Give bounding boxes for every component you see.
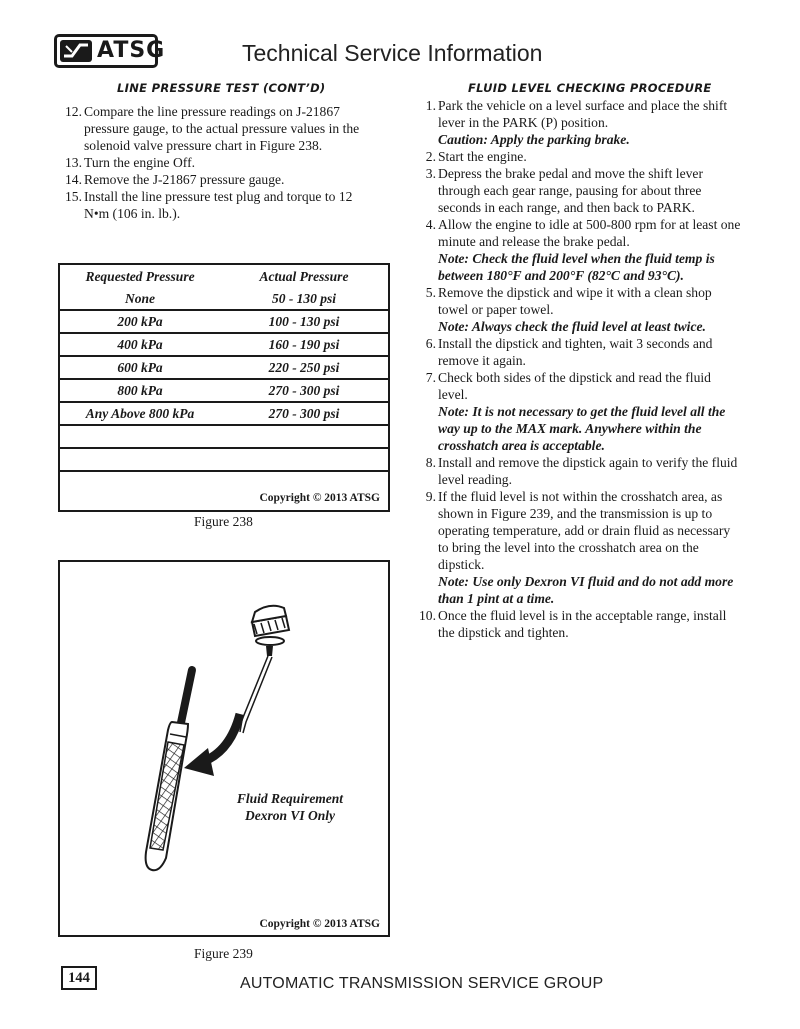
figure-caption: Figure 239 [194, 946, 253, 961]
table-row: None 50 - 130 psi [60, 288, 388, 311]
list-item: 2. Start the engine. [425, 149, 527, 164]
page-title: Technical Service Information [242, 40, 543, 66]
table-row [60, 426, 388, 449]
list-item: 10. Once the fluid level is in the acceptable range, install the dipstick and tighten. [419, 608, 727, 640]
figure-caption: Figure 238 [194, 514, 253, 529]
table-header [60, 265, 388, 288]
table-row: 800 kPa 270 - 300 psi [60, 380, 388, 403]
list-item: 9. If the fluid level is not within the crosshatch area, as shown in Figure 239, and the transmission is up to operating temperature, add or drain fluid as necessary to bring the level into the crosshatch area on the dipstick. Note: Use only Dexron VI fluid and do not add more than 1 pint at a time. [425, 489, 734, 606]
page-number: 144 [61, 966, 97, 990]
atsg-logo [54, 34, 166, 68]
list-item: 13. Turn the engine Off. [65, 155, 196, 170]
table-row [60, 449, 388, 472]
footer-text: AUTOMATIC TRANSMISSION SERVICE GROUP [240, 975, 604, 992]
list-item: 7. Check both sides of the dipstick and read the fluid level. Note: It is not necessary to get the fluid level all the way up to the MAX mark. Anywhere within the crosshatch area is acceptable. [425, 370, 726, 453]
table-row: Any Above 800 kPa 270 - 300 psi [60, 403, 388, 426]
line-pressure-heading: LINE PRESSURE TEST (CONT’D) [117, 81, 326, 95]
list-item: 4. Allow the engine to idle at 500-800 rpm for at least one minute and release the brake pedal. Note: Check the fluid level when the fluid temp is between 180°F and 200°F (82°C and 93°C). [425, 217, 741, 283]
list-item: 5. Remove the dipstick and wipe it with a clean shop towel or paper towel. Note: Always check the fluid level at least twice. [425, 285, 712, 334]
table-row: 200 kPa 100 - 130 psi [60, 311, 388, 334]
list-item: 12. Compare the line pressure readings on J-21867 pressure gauge, to the actual pressure values in the solenoid valve pressure chart in Figure 238. [65, 104, 360, 153]
logo-emblem-icon [60, 40, 92, 62]
column-header: Actual Pressure [259, 268, 349, 284]
copyright-label: Copyright © 2013 ATSG [259, 492, 380, 504]
column-header: Requested Pressure [85, 268, 195, 284]
dipstick-illustration [60, 562, 388, 935]
dipstick-cap-icon [252, 606, 289, 656]
dipstick-figure [58, 560, 390, 937]
table-row: 600 kPa 220 - 250 psi [60, 357, 388, 380]
pressure-chart [58, 263, 390, 512]
list-item: 14. Remove the J-21867 pressure gauge. [65, 172, 285, 187]
logo-text: ATSG [97, 38, 166, 63]
fluid-requirement-label: Fluid Requirement Dexron VI Only [236, 791, 344, 823]
fluid-level-heading: FLUID LEVEL CHECKING PROCEDURE [468, 81, 712, 95]
line-pressure-steps [60, 103, 380, 222]
copyright-label: Copyright © 2013 ATSG [259, 918, 380, 930]
table-row: 400 kPa 160 - 190 psi [60, 334, 388, 357]
list-item: 15. Install the line pressure test plug and torque to 12 N•m (106 in. lb.). [65, 189, 353, 221]
list-item: 8. Install and remove the dipstick again to verify the fluid level reading. [425, 455, 738, 487]
list-item: 6. Install the dipstick and tighten, wait 3 seconds and remove it again. [425, 336, 713, 368]
list-item: 3. Depress the brake pedal and move the shift lever through each gear range, pausing for about three seconds in each range, and then back to PARK. [425, 166, 703, 215]
list-item: 1. Park the vehicle on a level surface and place the shift lever in the PARK (P) position. Caution: Apply the parking brake. [425, 98, 728, 147]
fluid-level-steps [414, 97, 744, 641]
